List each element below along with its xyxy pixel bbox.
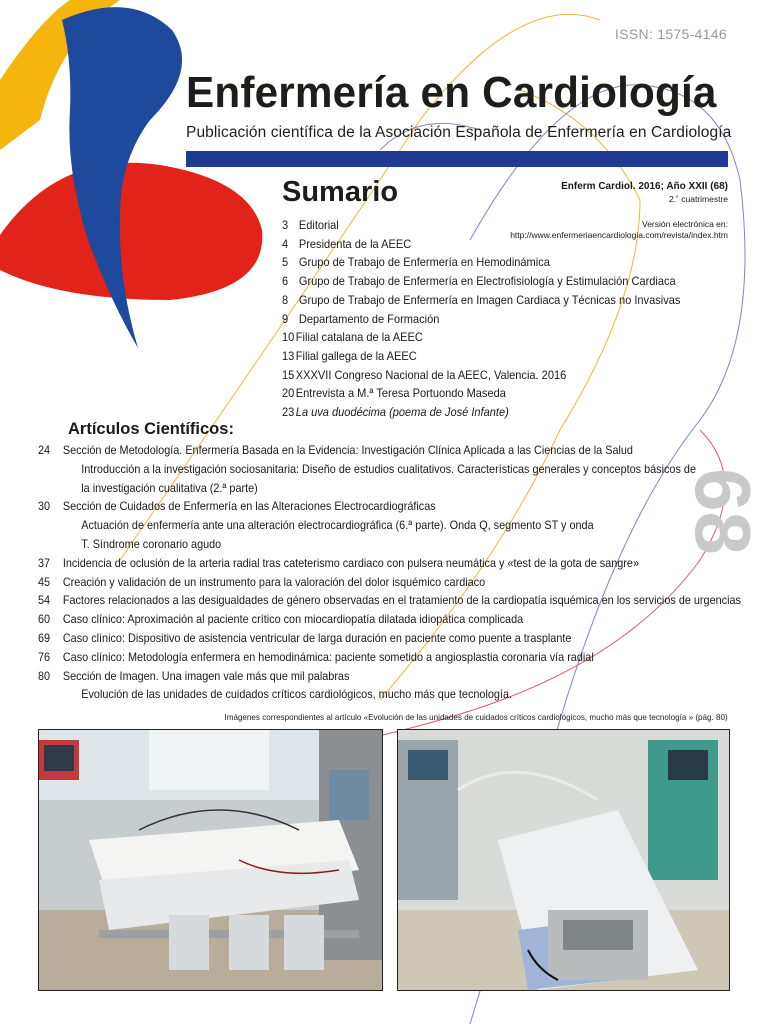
- article-page: 54: [38, 593, 51, 608]
- issue-period: 2.˚ cuatrimestre: [668, 194, 728, 204]
- article-title: Sección de Metodología. Enfermería Basada en la Evidencia: Investigación Clínica Aplicada a las Ciencias de la Salud: [62, 443, 633, 457]
- sumario-title: Grupo de Trabajo de Enfermería en Hemodinámica: [298, 255, 550, 270]
- sumario-heading: Sumario: [282, 176, 399, 208]
- sumario-page: 3: [282, 218, 289, 232]
- sumario-page: 5: [282, 255, 289, 270]
- article-page: 60: [38, 612, 51, 627]
- article-page: 37: [38, 555, 51, 570]
- photo-caption: Imágenes correspondientes al artículo «Evolución de las unidades de cuidados críticos cardiológicos, mucho más que tecnología » (pág. 80): [224, 712, 728, 722]
- journal-subtitle: Publicación científica de la Asociación Española de Enfermería en Cardiología: [186, 124, 732, 141]
- issue-citation: Enferm Cardiol. 2016; Año XXII (68): [561, 181, 728, 192]
- sumario-item[interactable]: [282, 310, 680, 329]
- article-subtitle[interactable]: Actuación de enfermería ante una alteración electrocardiográfica (6.ª parte). Onda Q, segmento ST y onda T. Síndrome coronario agudo: [81, 518, 594, 551]
- article-page: 30: [38, 499, 51, 514]
- sumario-page: 10: [282, 330, 295, 345]
- article-title: Sección de Cuidados de Enfermería en las Alteraciones Electrocardiográficas: [62, 499, 436, 514]
- sumario-item[interactable]: [282, 253, 680, 272]
- icu-photo-right-image: [398, 730, 729, 990]
- sumario-title: XXXVII Congreso Nacional de la AEEC, Valencia. 2016: [295, 367, 567, 382]
- sumario-title: Presidenta de la AEEC: [298, 236, 412, 251]
- sumario-page: 9: [282, 311, 289, 326]
- article-item[interactable]: [38, 667, 762, 686]
- sumario-item[interactable]: [282, 403, 680, 422]
- issn-label: ISSN: 1575-4146: [615, 26, 727, 42]
- sumario-page: 8: [282, 292, 289, 307]
- article-page: 24: [38, 443, 51, 457]
- articles-list: [38, 441, 741, 704]
- sumario-page: 20: [282, 386, 295, 401]
- sumario-item[interactable]: [282, 328, 680, 347]
- sumario-page: 23: [282, 405, 295, 420]
- sumario-item[interactable]: [282, 384, 680, 403]
- sumario-item[interactable]: [282, 366, 680, 385]
- icu-photo-left: [38, 729, 383, 991]
- electronic-version-label: Versión electrónica en:: [642, 219, 728, 229]
- article-page: 80: [38, 668, 51, 683]
- article-title: Caso clínico: Dispositivo de asistencia ventricular de larga duración en paciente como puente a trasplante: [62, 630, 572, 645]
- article-item[interactable]: [38, 610, 762, 629]
- sumario-page: 6: [282, 274, 289, 289]
- sumario-title: Departamento de Formación: [298, 311, 440, 326]
- icu-photo-right: [397, 729, 730, 991]
- sumario-list: [282, 216, 715, 422]
- sumario-item[interactable]: [282, 347, 680, 366]
- articles-heading: Artículos Científicos:: [68, 420, 234, 438]
- sumario-title: Entrevista a M.ª Teresa Portuondo Maseda: [295, 386, 506, 401]
- sumario-title: Grupo de Trabajo de Enfermería en Electrofisiología y Estimulación Cardiaca: [298, 274, 676, 289]
- sumario-title: Grupo de Trabajo de Enfermería en Imagen Cardiaca y Técnicas no Invasivas: [298, 292, 681, 307]
- sumario-item[interactable]: [282, 216, 680, 235]
- icu-photo-left-image: [39, 730, 382, 990]
- article-title: Caso clínico: Aproximación al paciente crítico con miocardiopatía dilatada idiopática complicada: [62, 612, 524, 627]
- sumario-item[interactable]: [282, 235, 680, 254]
- sumario-page: 13: [282, 348, 295, 363]
- sumario-title: La uva duodécima (poema de José Infante): [295, 405, 509, 420]
- article-title: Creación y validación de un instrumento para la valoración del dolor isquémico cardiaco: [62, 574, 486, 589]
- article-page: 76: [38, 649, 51, 664]
- article-title: Incidencia de oclusión de la arteria radial tras cateterismo cardiaco con pulsera neumática y «test de la gota de sangre»: [62, 555, 639, 570]
- article-subtitle[interactable]: Introducción a la investigación sociosanitaria: Diseño de estudios cualitativos. Características generales y conceptos básicos de la investigación cualitativa (2.ª parte): [81, 461, 696, 495]
- logo: [0, 0, 262, 348]
- article-item[interactable]: [38, 441, 762, 460]
- article-item[interactable]: [38, 573, 762, 592]
- journal-title: Enfermería en Cardiología: [186, 68, 717, 117]
- article-title: Factores relacionados a las desigualdades de género observadas en el tratamiento de la cardiopatía isquémica en los servicios de urgencias: [62, 593, 741, 608]
- article-item[interactable]: [38, 497, 762, 516]
- sumario-page: 15: [282, 367, 295, 382]
- article-title: Caso clínico: Metodología enfermera en hemodinámica: paciente sometido a angiosplastia coronaria vía radial: [62, 649, 594, 664]
- sumario-title: Editorial: [298, 218, 339, 232]
- title-divider-bar: [186, 151, 728, 167]
- article-page: 45: [38, 574, 51, 589]
- sumario-page: 4: [282, 236, 289, 251]
- article-item[interactable]: [38, 591, 762, 610]
- article-item[interactable]: [38, 629, 762, 648]
- article-item[interactable]: [38, 554, 762, 573]
- sumario-title: Filial gallega de la AEEC: [295, 348, 417, 363]
- article-title: Sección de Imagen. Una imagen vale más que mil palabras: [62, 668, 350, 683]
- article-subtitle[interactable]: Evolución de las unidades de cuidados críticos cardiológicos, mucho más que tecnología.: [81, 687, 513, 702]
- electronic-version-url[interactable]: http://www.enfermeriaencardiologia.com/revista/index.htm: [510, 230, 728, 240]
- issue-number: 68: [679, 468, 768, 555]
- sumario-item[interactable]: [282, 291, 680, 310]
- sumario-item[interactable]: [282, 272, 680, 291]
- article-page: 69: [38, 630, 51, 645]
- sumario-title: Filial catalana de la AEEC: [295, 330, 423, 345]
- article-item[interactable]: [38, 648, 762, 667]
